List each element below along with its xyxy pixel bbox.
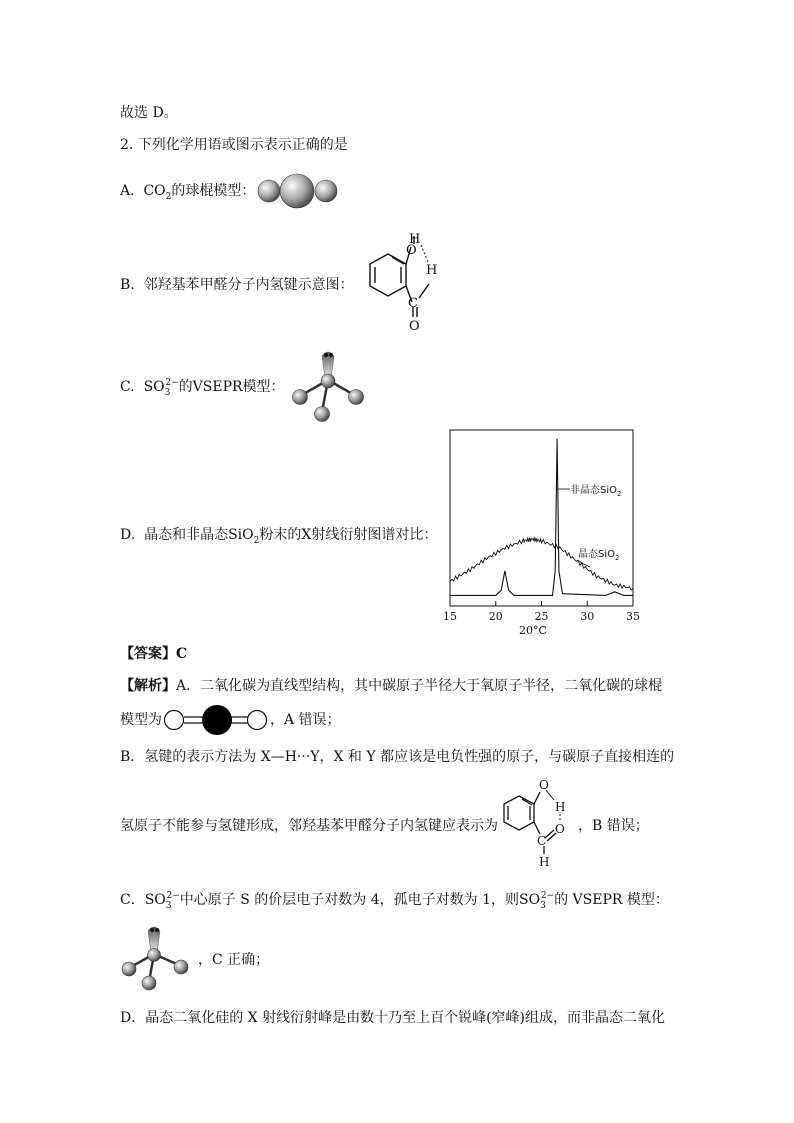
analysis-c-sup2: 2− xyxy=(540,891,555,902)
analysis-c-formula2: SO xyxy=(519,892,541,908)
atom-h-bottom: H xyxy=(539,855,550,869)
x-tick-label: 15 xyxy=(443,610,457,623)
analysis-b-hydrogen-bond-diagram xyxy=(494,776,578,868)
atom-h-mid: H xyxy=(555,800,566,814)
option-c-text xyxy=(120,378,285,396)
x-tick-label: 35 xyxy=(626,610,640,623)
xrd-chart xyxy=(440,426,650,644)
option-b-text xyxy=(120,276,354,294)
series-line-amorphous xyxy=(450,439,633,596)
analysis-b-pre: 氢原子不能参与氢键形成，邻羟基苯甲醛分子内氢键应表示为 xyxy=(120,818,498,834)
analysis-d-line1: D．晶态二氧化硅的 X 射线衍射峰是由数十乃至上百个锐峰(窄峰)组成，而非晶态二氧化 xyxy=(120,1010,666,1026)
option-c-letter: C. xyxy=(120,379,135,395)
option-d-sub: 2 xyxy=(253,535,260,546)
option-d-text xyxy=(120,526,437,544)
series-line-crystalline xyxy=(450,538,633,590)
atom-o-bottom: O xyxy=(555,822,565,836)
question-number: 2. xyxy=(120,137,134,153)
x-tick-label: 20 xyxy=(488,610,503,623)
analysis-a-line1 xyxy=(120,677,662,695)
analysis-c-tail: 的 VSEPR 模型： xyxy=(554,892,669,908)
analysis-c-formula: C．SO xyxy=(120,892,166,908)
annotation-crystalline: 晶态SiO$_2$ xyxy=(578,549,620,562)
x-axis-label: 20°C xyxy=(519,624,547,637)
atom-h-top: H xyxy=(409,232,421,247)
option-b-letter: B. xyxy=(120,277,135,293)
option-d-prefix: 晶态和非晶态 xyxy=(144,527,229,543)
so3-vsepr-model xyxy=(286,346,370,430)
option-a-suffix: 的球棍模型： xyxy=(171,183,256,199)
option-c-formula: SO xyxy=(143,379,165,395)
atom-c: C xyxy=(537,834,547,848)
atom-h-right: H xyxy=(426,263,438,278)
answer-line xyxy=(120,645,187,663)
x-tick-label: 30 xyxy=(580,610,595,623)
co2-correct-model xyxy=(164,704,270,736)
question-stem xyxy=(120,136,348,154)
analysis-a-text1: A．二氧化碳为直线型结构，其中碳原子半径大于氧原子半径，二氧化碳的球棍 xyxy=(176,678,663,694)
option-d-formula: SiO xyxy=(228,527,254,543)
analysis-a-pre: 模型为 xyxy=(120,712,162,728)
option-c-sub: 3 xyxy=(164,387,171,398)
chart-frame xyxy=(450,430,633,606)
option-c-suffix: 的VSEPR模型： xyxy=(178,379,285,395)
co2-ball-stick-model xyxy=(256,172,340,210)
atom-o-top: O xyxy=(539,778,549,792)
analysis-b-line1: B．氢键的表示方法为 X—H···Y，X 和 Y 都应该是电负性强的原子，与碳原子直接相连的 xyxy=(120,749,675,765)
atom-o-bottom: O xyxy=(409,319,420,334)
option-a-letter: A. xyxy=(120,183,135,199)
analysis-c-sup: 2− xyxy=(166,891,180,902)
option-a-formula: CO xyxy=(143,183,166,199)
answer-label: 【答案】 xyxy=(120,646,176,662)
x-tick-label: 25 xyxy=(534,610,549,623)
option-b-hydrogen-bond-diagram xyxy=(348,232,448,336)
analysis-a-post: ，A 错误； xyxy=(270,712,341,728)
intro-line: 故选 D。 xyxy=(120,105,178,121)
option-b-label: 邻羟基苯甲醛分子内氢键示意图： xyxy=(143,277,354,293)
analysis-b-post: ，B 错误； xyxy=(578,818,649,834)
question-text: 下列化学用语或图示表示正确的是 xyxy=(137,137,348,153)
analysis-c-vsepr-model xyxy=(118,922,198,994)
analysis-c-line1 xyxy=(120,891,669,909)
option-c-sup: 2− xyxy=(165,378,179,389)
option-d-suffix: 粉末的X射线衍射图谱对比： xyxy=(259,527,438,543)
analysis-c-line2: ，C 正确； xyxy=(198,952,270,968)
analysis-c-text: 中心原子 S 的价层电子对数为 4，孤电子对数为 1，则 xyxy=(179,892,520,908)
atom-c: C xyxy=(408,296,418,311)
analysis-c-sub: 3 xyxy=(165,900,172,911)
option-a-sub: 2 xyxy=(165,191,172,202)
analysis-c-sub2: 3 xyxy=(540,900,546,911)
atom-o-top: O xyxy=(406,243,417,258)
analysis-label: 【解析】 xyxy=(120,678,176,694)
answer-value: C xyxy=(176,646,188,662)
option-a-text xyxy=(120,182,255,200)
annotation-amorphous: 非晶态SiO$_2$ xyxy=(570,485,622,498)
option-d-letter: D. xyxy=(120,527,136,543)
